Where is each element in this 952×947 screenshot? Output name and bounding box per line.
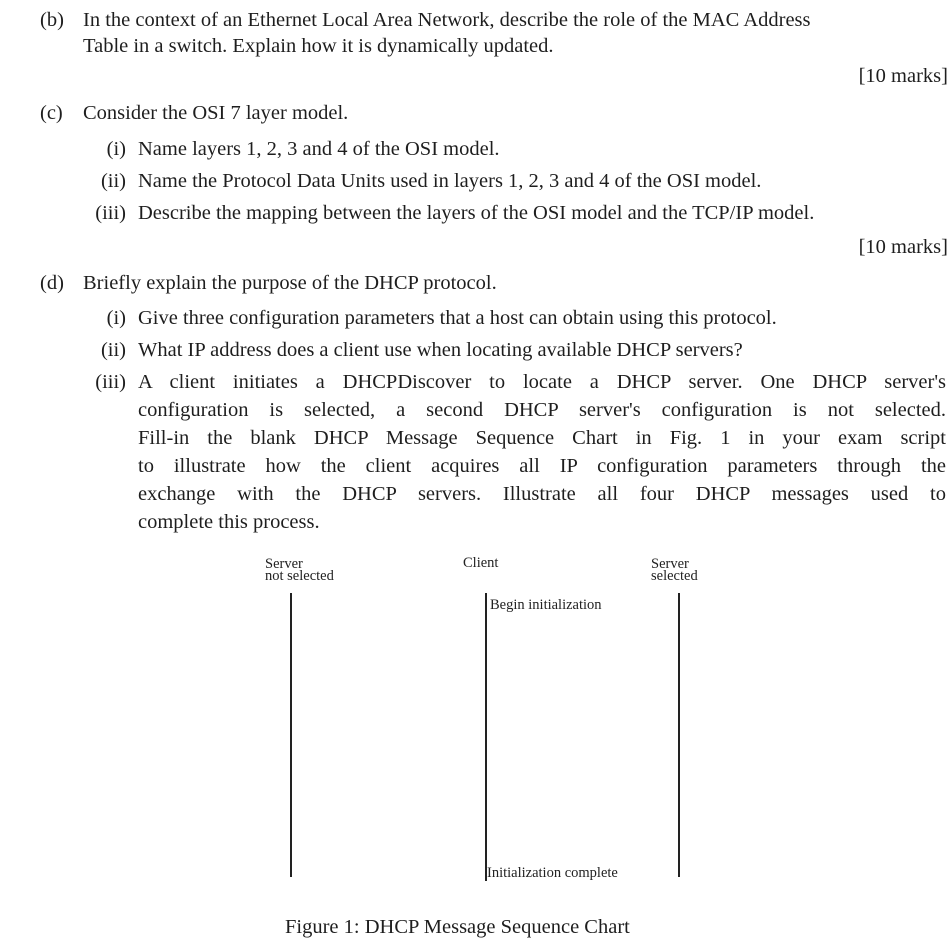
client-label: Client: [463, 555, 499, 571]
part-d-intro: Briefly explain the purpose of the DHCP protocol.: [83, 272, 497, 294]
part-d-item3-line: to illustrate how the client acquires all IP configuration parameters through the: [138, 455, 946, 477]
server-selected-label: Server: [651, 556, 689, 572]
part-d-item3-line: exchange with the DHCP servers. Illustrate all four DHCP messages used to: [138, 483, 946, 505]
lifeline-server-selected: [678, 593, 680, 877]
server-selected-label: selected: [651, 568, 698, 584]
part-c-item-num: (iii): [95, 202, 126, 224]
part-d-item-text: What IP address does a client use when locating available DHCP servers?: [138, 339, 743, 361]
server-not-selected-label: not selected: [265, 568, 334, 584]
figure-caption: Figure 1: DHCP Message Sequence Chart: [285, 916, 630, 938]
part-c-item-text: Name layers 1, 2, 3 and 4 of the OSI model.: [138, 138, 500, 160]
begin-initialization-label: Begin initialization: [490, 597, 602, 613]
part-d-item-num: (iii): [95, 371, 126, 393]
part-c-intro: Consider the OSI 7 layer model.: [83, 102, 349, 124]
part-b-marks: [10 marks]: [858, 65, 948, 87]
server-not-selected-label: Server: [265, 556, 303, 572]
part-c-item-num: (ii): [100, 170, 126, 192]
part-c-item-text: Name the Protocol Data Units used in layers 1, 2, 3 and 4 of the OSI model.: [138, 170, 762, 192]
part-c-marks: [10 marks]: [858, 236, 948, 258]
initialization-complete-label: Initialization complete: [487, 865, 618, 881]
part-b-label: (b): [40, 9, 64, 31]
part-b-line1: In the context of an Ethernet Local Area Network, describe the role of the MAC Address: [83, 9, 811, 31]
part-d-item3-line: A client initiates a DHCPDiscover to locate a DHCP server. One DHCP server's: [138, 371, 946, 393]
part-b-line2: Table in a switch. Explain how it is dynamically updated.: [83, 35, 554, 57]
part-d-item3-line: configuration is selected, a second DHCP server's configuration is not selected.: [138, 399, 946, 421]
lifeline-client: [485, 593, 487, 881]
part-d-item3-line: Fill-in the blank DHCP Message Sequence Chart in Fig. 1 in your exam script: [138, 427, 946, 449]
part-d-item-num: (ii): [100, 339, 126, 361]
part-c-label: (c): [40, 102, 63, 124]
part-d-item3-line: complete this process.: [138, 511, 320, 533]
part-c-item-num: (i): [106, 138, 126, 160]
part-d-label: (d): [40, 272, 64, 294]
part-c-item-text: Describe the mapping between the layers of the OSI model and the TCP/IP model.: [138, 202, 815, 224]
part-d-item-text: Give three configuration parameters that a host can obtain using this protocol.: [138, 307, 777, 329]
lifeline-server-not-selected: [290, 593, 292, 877]
part-d-item-num: (i): [106, 307, 126, 329]
